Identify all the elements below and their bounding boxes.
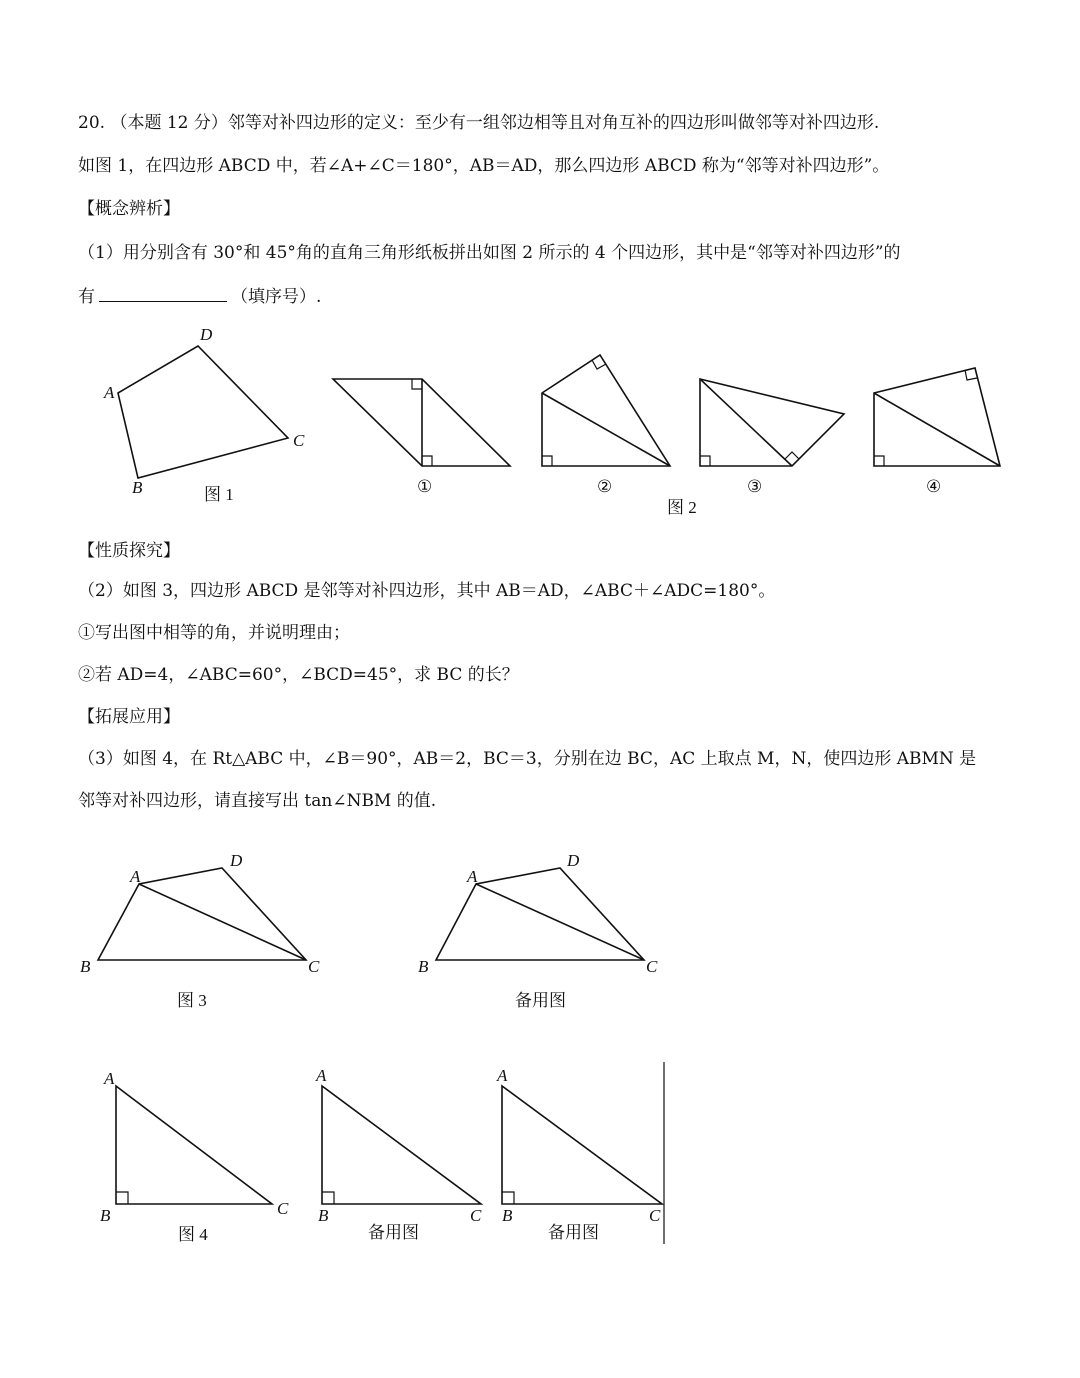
figure-2-caption: 图 2 (667, 498, 697, 517)
shape-2-diagonal (542, 393, 670, 466)
figure-4-label-b: B (100, 1206, 111, 1225)
figure-3-spare-label-d: D (567, 851, 580, 870)
section-heading-concept: 【概念辨析】 (78, 199, 180, 219)
figure-4-right-angle (116, 1192, 128, 1204)
figure-4-triangle (116, 1086, 272, 1204)
problem-line-1: 20. （本题 12 分）邻等对补四边形的定义：至少有一组邻边相等且对角互补的四边形叫做邻等对补四边形. (78, 113, 880, 133)
shape-4-diagonal (874, 393, 1000, 466)
figure-3-label-d: D (230, 851, 243, 870)
figure-3-spare-caption: 备用图 (515, 991, 566, 1010)
figure-1-caption: 图 1 (204, 485, 234, 504)
shape-3-outline (700, 379, 844, 466)
figure-2-shape-1 (333, 379, 510, 496)
figure-4-spare-2-label-a: A (497, 1066, 508, 1085)
shape-2-outline (542, 355, 670, 466)
figure-4-spare-2-triangle (502, 1086, 662, 1204)
figure-4-spare-1-label-c: C (470, 1206, 482, 1225)
figure-1-label-c: C (293, 431, 305, 450)
shape-1-right-angle-bottom (422, 456, 432, 466)
section-heading-extension: 【拓展应用】 (78, 707, 180, 727)
shape-3-diagonal (700, 379, 792, 466)
shape-2-number: ② (597, 477, 613, 496)
shape-4-outline (874, 368, 1000, 466)
figure-4-spare-1-right-angle (322, 1192, 334, 1204)
question-1-line-1: （1）用分别含有 30°和 45°角的直角三角形纸板拼出如图 2 所示的 4 个四边形，其中是“邻等对补四边形”的 (78, 243, 901, 263)
figure-3-spare-label-b: B (418, 957, 429, 976)
figure-4-label-a: A (104, 1069, 115, 1088)
figure-3-diagonal-ac (139, 884, 306, 960)
question-1-suffix: （填序号）. (231, 287, 322, 307)
shape-3-right-angle-right (785, 452, 799, 459)
figure-3-label-c: C (308, 957, 320, 976)
figure-1-label-a: A (104, 383, 115, 402)
shape-4-right-angle-bottom (874, 456, 884, 466)
figure-3-caption: 图 3 (177, 991, 207, 1010)
figure-3-label-a: A (130, 867, 141, 886)
shape-1-right-angle-top (412, 379, 422, 389)
figure-3-spare (418, 851, 658, 1010)
figure-4-spare-1 (315, 1066, 482, 1242)
figure-4-spare-2-right-angle (502, 1192, 514, 1204)
figure-2-shape-2 (542, 355, 670, 496)
shape-4-number: ④ (926, 477, 942, 496)
shape-1-number: ① (417, 477, 433, 496)
figure-4-spare-2-caption: 备用图 (548, 1223, 599, 1242)
figure-2-shape-4 (874, 368, 1000, 496)
figure-1-quadrilateral (118, 346, 288, 478)
figure-4-spare-1-label-a: A (316, 1066, 327, 1085)
figure-1 (103, 325, 305, 504)
question-3-line-1: （3）如图 4，在 Rt△ABC 中，∠B＝90°，AB＝2，BC＝3，分别在边 BC，AC 上取点 M，N，使四边形 ABMN 是 (78, 749, 977, 769)
question-3-line-2: 邻等对补四边形，请直接写出 tan∠NBM 的值. (78, 791, 437, 811)
figure-1-label-d: D (200, 325, 213, 344)
figure-4-spare-2 (496, 1066, 662, 1242)
figure-4-caption: 图 4 (178, 1225, 208, 1244)
figure-4-spare-2-label-b: B (502, 1206, 513, 1225)
figure-4 (100, 1069, 289, 1244)
figure-3 (80, 851, 320, 1010)
figure-3-spare-diagonal-ac (476, 884, 644, 960)
shape-3-right-angle-bottom (700, 456, 710, 466)
question-1-prefix: 有 (78, 287, 95, 307)
figure-4-label-c: C (277, 1199, 289, 1218)
figure-1-label-b: B (132, 478, 143, 497)
problem-line-2: 如图 1，在四边形 ABCD 中，若∠A+∠C＝180°，AB＝AD，那么四边形 ABCD 称为“邻等对补四边形”。 (78, 156, 890, 176)
figure-4-spare-1-label-b: B (318, 1206, 329, 1225)
question-2-sub-2: ②若 AD=4，∠ABC=60°，∠BCD=45°，求 BC 的长？ (78, 665, 519, 685)
shape-2-right-angle-bottom (542, 456, 552, 466)
question-2-line-1: （2）如图 3，四边形 ABCD 是邻等对补四边形，其中 AB＝AD，∠ABC＋∠ADC=180°。 (78, 581, 776, 601)
figure-3-spare-label-c: C (646, 957, 658, 976)
figure-4-spare-2-label-c: C (649, 1206, 661, 1225)
figure-3-spare-label-a: A (467, 867, 478, 886)
section-heading-property: 【性质探究】 (78, 541, 180, 561)
figure-4-spare-1-caption: 备用图 (368, 1223, 419, 1242)
figure-4-spare-1-triangle (322, 1086, 481, 1204)
figure-2-shape-3 (700, 379, 844, 496)
shape-3-number: ③ (747, 477, 763, 496)
question-2-sub-1: ①写出图中相等的角，并说明理由； (78, 623, 350, 643)
figure-3-label-b: B (80, 957, 91, 976)
